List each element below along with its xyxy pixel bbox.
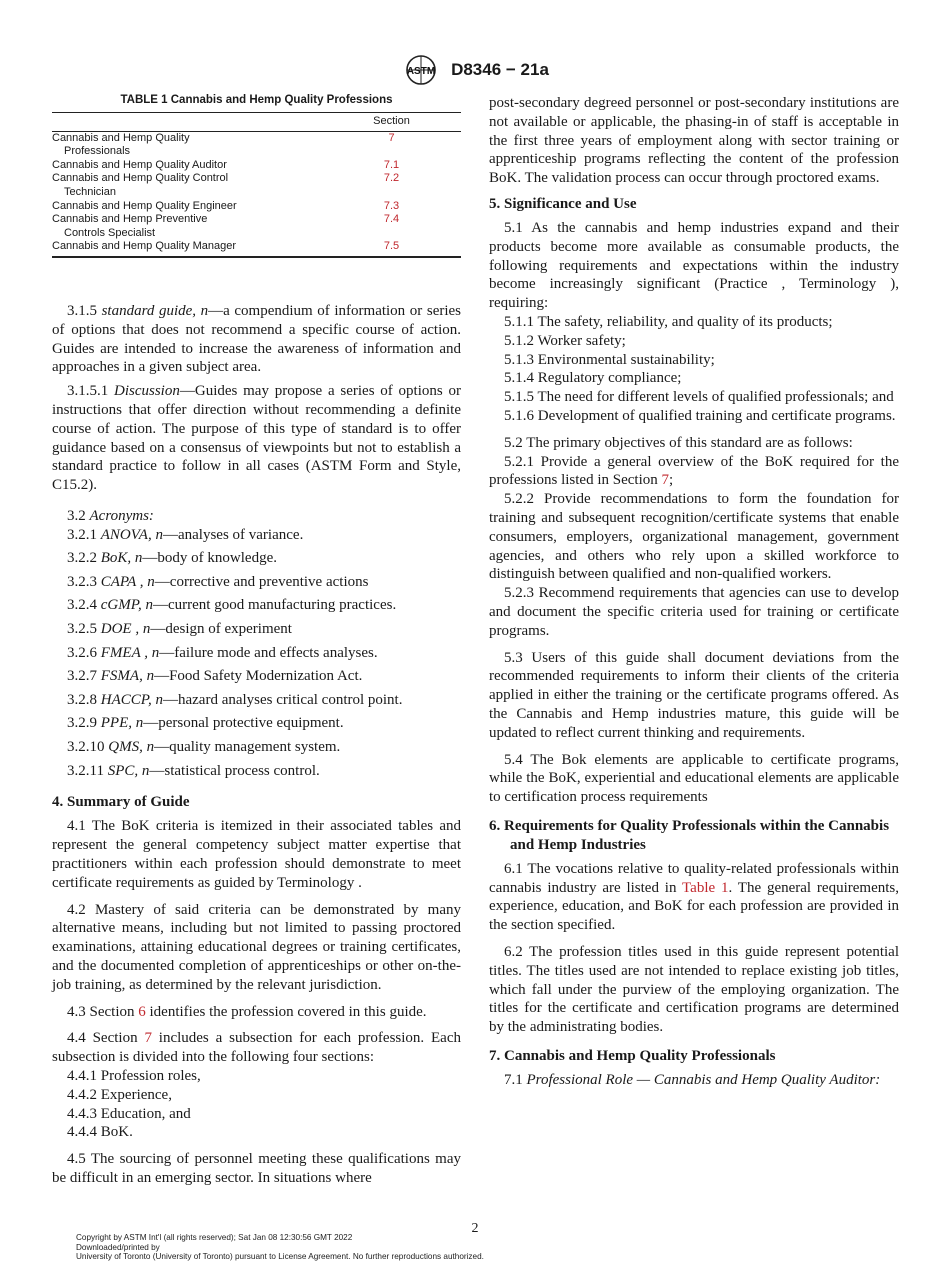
profession-name-cont: Professionals — [64, 145, 131, 158]
section-4-heading: 4. Summary of Guide — [52, 794, 190, 811]
paragraph-5-2: 5.2 The primary objectives of this standard are as follows: — [504, 434, 853, 451]
table-row — [52, 200, 461, 214]
table-row — [52, 213, 461, 240]
acronyms-heading: 3.2 Acronyms: — [67, 507, 154, 524]
table-ref-link[interactable]: Table 1 — [682, 879, 729, 896]
acronym-item: 3.2.5 DOE , n—design of experiment — [67, 621, 292, 638]
paragraph-4-5: 4.5 The sourcing of personnel meeting these qualifications may be difficult in an emerging sector. In situations where — [52, 1151, 461, 1186]
acronym-item: 3.2.6 FMEA , n—failure mode and effects analyses. — [67, 644, 378, 661]
paragraph-4-3: 4.3 Section 6 identifies the profession covered in this guide. — [67, 1003, 427, 1020]
acronym-item: 3.2.2 BoK, n—body of knowledge. — [67, 550, 277, 567]
section-link[interactable]: 7.1 — [383, 158, 400, 171]
section-link[interactable]: 7.2 — [383, 172, 400, 185]
copyright-footer — [76, 1233, 484, 1262]
table-row — [52, 240, 461, 257]
document-designation: D8346 − 21a — [451, 60, 549, 79]
paragraph-3-1-5: 3.1.5 standard guide, n—a compendium of information or series of options that does not recommend a specific course of action. Guides are intended to increase the awareness of information and approaches in a given subject area. — [52, 302, 462, 376]
list-item: 5.1.5 The need for different levels of qualified professionals; and — [504, 389, 894, 406]
table-row — [52, 159, 461, 173]
list-item: 5.1.3 Environmental sustainability; — [504, 351, 715, 368]
paragraph-4-2: 4.2 Mastery of said criteria can be demonstrated by many alternative means, including but not limited to passing proctored examinations, attaining educational degrees or training certificates, and the documented completion of apprenticeships or other on-the-job training, as determined by the relevant jurisdiction. — [52, 901, 461, 993]
section-7-heading: 7. Cannabis and Hemp Quality Professionals — [489, 1048, 776, 1065]
profession-name: Cannabis and Hemp Quality Engineer — [52, 199, 237, 212]
paragraph-5-2-2: 5.2.2 Provide recommendations to form the foundation for training and subsequent recognition/certificate systems that enable consumers, employers, organizational management, government agencies, and others who rely upon a skilled workforce to distinguish between qualified and non-qualified workers. — [489, 491, 899, 583]
acronym-item: 3.2.9 PPE, n—personal protective equipment. — [67, 715, 344, 732]
section-6-heading: 6. Requirements for Quality Professionals within the Cannabis and Hemp Industries — [489, 817, 890, 853]
table-row — [52, 172, 461, 199]
paragraph-4-1: 4.1 The BoK criteria is itemized in their associated tables and represent the general competency subject matter expertise that practitioners within each profession should demonstrate to meet certificate requirements as guided by Terminology . — [52, 818, 461, 891]
list-item: 5.1.4 Regulatory compliance; — [504, 370, 682, 387]
section-link[interactable]: 7 — [388, 131, 395, 144]
list-item: 4.4.1 Profession roles, — [67, 1068, 201, 1084]
paragraph-6-2: 6.2 The profession titles used in this guide represent potential titles. The titles used are not intended to replace existing job titles, which fall under the purview of the employing organization. The titles for the certificate and certification programs are determined by the administrating bodies. — [489, 944, 899, 1036]
left-column — [52, 94, 461, 1188]
list-item: 4.4.3 Education, and — [67, 1105, 191, 1122]
paragraph-continued: post-secondary degreed personnel or post-secondary institutions are not available or applicable, the phasing-in of staff is acceptable in the first three years of employment along with sector training or apprenticeship programs reflecting the content of the profession BoK. The validation process can occur through proctored exams. — [489, 95, 899, 187]
footer-line: Copyright by ASTM Int'l (all rights reserved); Sat Jan 08 12:30:56 GMT 2022 — [76, 1233, 353, 1242]
profession-name: Cannabis and Hemp Quality Control — [52, 172, 229, 185]
section-5-heading: 5. Significance and Use — [489, 195, 637, 212]
list-item: 5.1.6 Development of qualified training and certificate programs. — [504, 407, 896, 424]
section-ref-link[interactable]: 6 — [138, 1003, 146, 1020]
acronym-item: 3.2.11 SPC, n—statistical process control. — [67, 762, 320, 779]
list-item: 5.1.2 Worker safety; — [504, 332, 626, 349]
acronym-item: 3.2.4 cGMP, n—current good manufacturing practices. — [67, 597, 397, 614]
footer-line: University of Toronto (University of Toronto) pursuant to License Agreement. No further reproductions authorized. — [76, 1252, 484, 1262]
page-header — [0, 54, 950, 86]
astm-logo-icon — [401, 54, 441, 86]
svg-text:ASTM: ASTM — [406, 66, 436, 77]
section-ref-link[interactable]: 7 — [661, 472, 669, 489]
section-link[interactable]: 7.4 — [383, 213, 400, 226]
page-number: 2 — [471, 1221, 479, 1236]
acronym-list — [52, 526, 461, 781]
section-link[interactable]: 7.3 — [383, 199, 400, 212]
acronym-item: 3.2.10 QMS, n—quality management system. — [67, 739, 341, 756]
table-row — [52, 131, 461, 159]
paragraph-5-3: 5.3 Users of this guide shall document deviations from the recommended requirements to inform their clients of the criteria applied in either the training or the certificate programs offered. As the Cannabis and Hemp industries mature, this guide will be updated to reflect current thinking and requirements. — [489, 649, 899, 741]
paragraph-5-4: 5.4 The Bok elements are applicable to certificate programs, while the BoK, experiential and educational elements are applicable to certification process requirements — [489, 751, 899, 806]
profession-name: Cannabis and Hemp Preventive — [52, 213, 208, 226]
acronym-item: 3.2.1 ANOVA, n—analyses of variance. — [67, 526, 304, 543]
table-title: TABLE 1 Cannabis and Hemp Quality Professions — [120, 94, 393, 106]
paragraph-5-2-1: 5.2.1 Provide a general overview of the BoK required for the professions listed in Section 7; — [489, 453, 899, 489]
section-link[interactable]: 7.5 — [322, 240, 461, 257]
list-item: 4.4.2 Experience, — [67, 1086, 172, 1103]
table-header-blank — [52, 113, 322, 132]
acronym-item: 3.2.8 HACCP, n—hazard analyses critical control point. — [67, 691, 403, 708]
paragraph-5-1: 5.1 As the cannabis and hemp industries expand and their products become more available as consumable products, the following requirements and expectations within the industry become increasingly significant (Practice , Terminology ), requiring: — [489, 219, 899, 312]
profession-name: Cannabis and Hemp Quality Auditor — [52, 158, 227, 171]
paragraph-4-4: 4.4 Section 7 includes a subsection for each profession. Each subsection is divided into the following four sections: — [52, 1030, 461, 1066]
paragraph-7-1: 7.1 Professional Role — Cannabis and Hemp Quality Auditor: — [504, 1072, 881, 1089]
acronym-item: 3.2.7 FSMA, n—Food Safety Modernization Act. — [67, 668, 363, 685]
table-header-section: Section — [322, 113, 461, 132]
list-item: 4.4.4 BoK. — [67, 1124, 133, 1141]
profession-name: Cannabis and Hemp Quality Manager — [52, 240, 237, 253]
list-item: 5.1.1 The safety, reliability, and quality of its products; — [504, 313, 833, 330]
acronym-item: 3.2.3 CAPA , n—corrective and preventive actions — [67, 573, 369, 590]
profession-name: Cannabis and Hemp Quality — [52, 131, 190, 144]
footer-line: Downloaded/printed by — [76, 1242, 160, 1252]
paragraph-5-2-3: 5.2.3 Recommend requirements that agencies can use to develop and document the specific criteria used for training or certificate programs. — [489, 585, 899, 639]
professions-table — [52, 112, 461, 258]
profession-name-cont: Controls Specialist — [64, 226, 156, 239]
right-column — [489, 94, 899, 1090]
section-ref-link[interactable]: 7 — [144, 1030, 152, 1047]
paragraph-6-1: 6.1 The vocations relative to quality-related professionals within cannabis industry are listed in Table 1. The general requirements, experience, education, and BoK for each profession are provided in the section specified. — [489, 860, 899, 934]
paragraph-3-1-5-1: 3.1.5.1 Discussion—Guides may propose a series of options or instructions that offer direction without recommending a definite course of action. The purpose of this type of standard is to offer guidance based on a consensus of viewpoints but not to establish a standard practice to follow in all cases (ASTM Form and Style, C15.2). — [52, 383, 461, 494]
profession-name-cont: Technician — [64, 185, 116, 198]
